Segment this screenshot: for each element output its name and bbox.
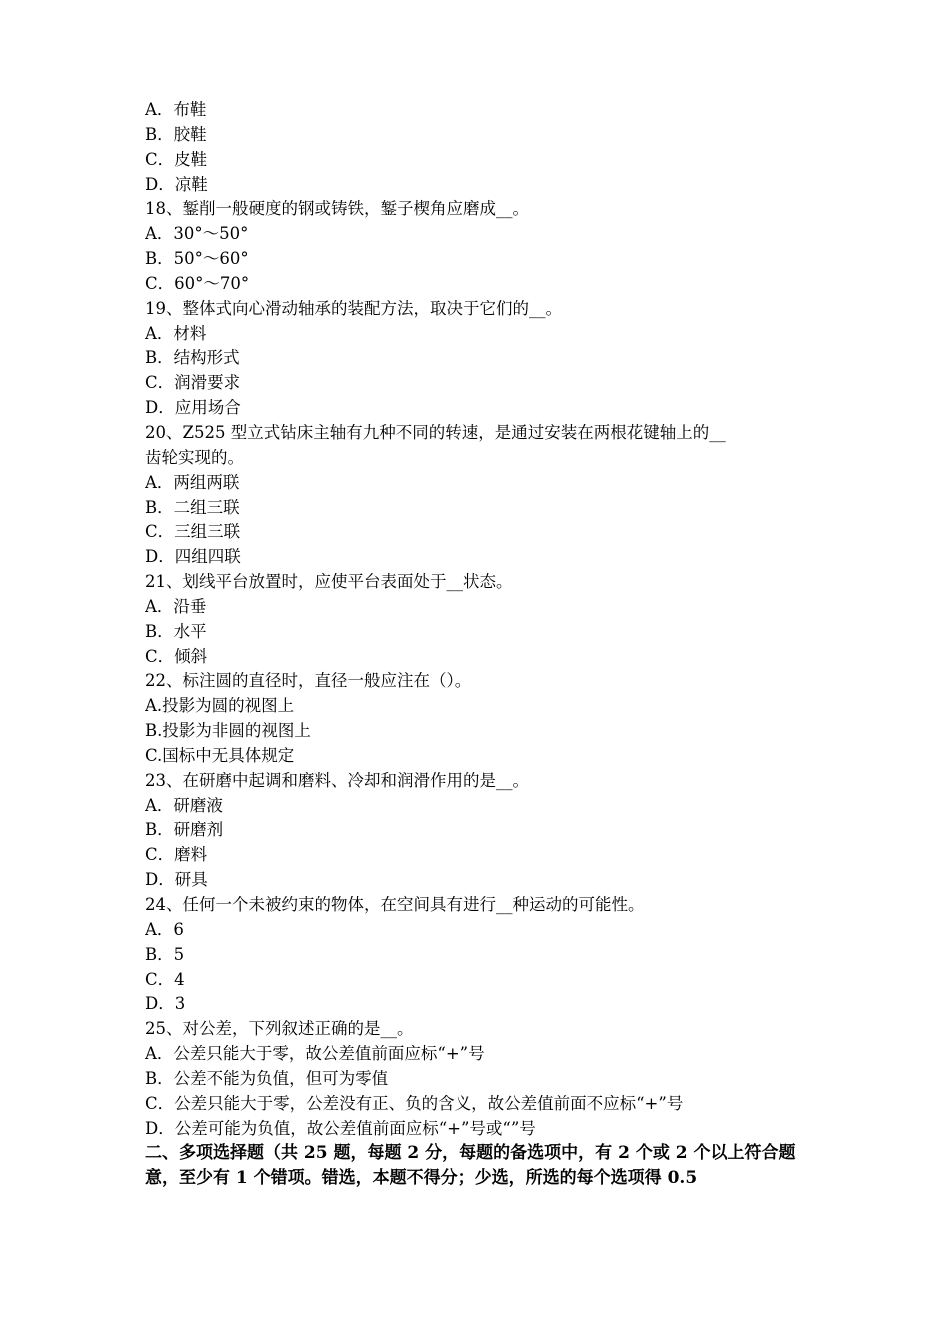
text-line: B．50°～60° [145,249,249,269]
text-line: C．磨料 [145,845,208,865]
text-line: A．材料 [145,323,207,343]
text-line: D．应用场合 [145,398,241,418]
text-line: B．5 [145,944,185,964]
text-line: C．60°～70° [145,273,250,293]
text-line: D．四组四联 [145,547,241,567]
section-heading-multiple-choice: 二、多项选择题（共 25 题，每题 2 分，每题的备选项中，有 2 个或 2 个以上符合题意，至少有 1 个错项。错选，本题不得分；少选，所选的每个选项得 0.5 [145,1143,796,1189]
question-24: 24、任何一个未被约束的物体，在空间具有进行__种运动的可能性。 [145,895,645,914]
text-line: C．润滑要求 [145,373,241,393]
text-line: A．30°～50° [145,224,249,244]
text-line: B.投影为非圆的视图上 [145,721,311,741]
text-line: B．公差不能为负值，但可为零值 [145,1068,389,1088]
text-line: A.投影为圆的视图上 [145,696,295,716]
text-line: C．倾斜 [145,646,208,666]
text-line: B．水平 [145,621,207,641]
text-line: A．两组两联 [145,472,240,492]
text-line: A．布鞋 [145,100,207,119]
text-line: A．6 [145,919,184,939]
question-22: 22、标注圆的直径时，直径一般应注在（）。 [145,671,472,691]
question-19: 19、整体式向心滑动轴承的装配方法，取决于它们的__。 [145,298,562,318]
text-line: C．三组三联 [145,522,241,542]
text-line: D．研具 [145,870,208,890]
text-line: D．凉鞋 [145,174,208,194]
text-line: C.国标中无具体规定 [145,745,295,765]
text-line: D．公差可能为负值，故公差值前面应标“+”号或“”号 [145,1118,536,1138]
text-line: A．研磨液 [145,795,223,815]
text-line: C．公差只能大于零，公差没有正、负的含义，故公差值前面不应标“+”号 [145,1093,684,1113]
question-25: 25、对公差，下列叙述正确的是__。 [145,1019,414,1039]
question-21: 21、划线平台放置时，应使平台表面处于__状态。 [145,572,513,592]
text-line: B．二组三联 [145,497,240,517]
question-18: 18、錾削一般硬度的钢或铸铁，錾子楔角应磨成__。 [145,199,529,219]
text-line: A．沿垂 [145,596,207,616]
question-20-continued: 齿轮实现的。 [145,447,244,467]
text-line: B．结构形式 [145,348,240,368]
text-line: B．研磨剂 [145,820,224,840]
text-line: B．胶鞋 [145,124,207,144]
text-line: C．皮鞋 [145,149,208,169]
text-line: C．4 [145,969,185,989]
text-line: A．公差只能大于零，故公差值前面应标“+”号 [145,1044,485,1064]
text-line: D．3 [145,994,186,1014]
question-list [145,98,810,1191]
question-20: 20、Z525 型立式钻床主轴有九种不同的转速，是通过安装在两根花键轴上的__ [145,422,726,442]
question-23: 23、在研磨中起调和磨料、冷却和润滑作用的是__。 [145,770,529,790]
